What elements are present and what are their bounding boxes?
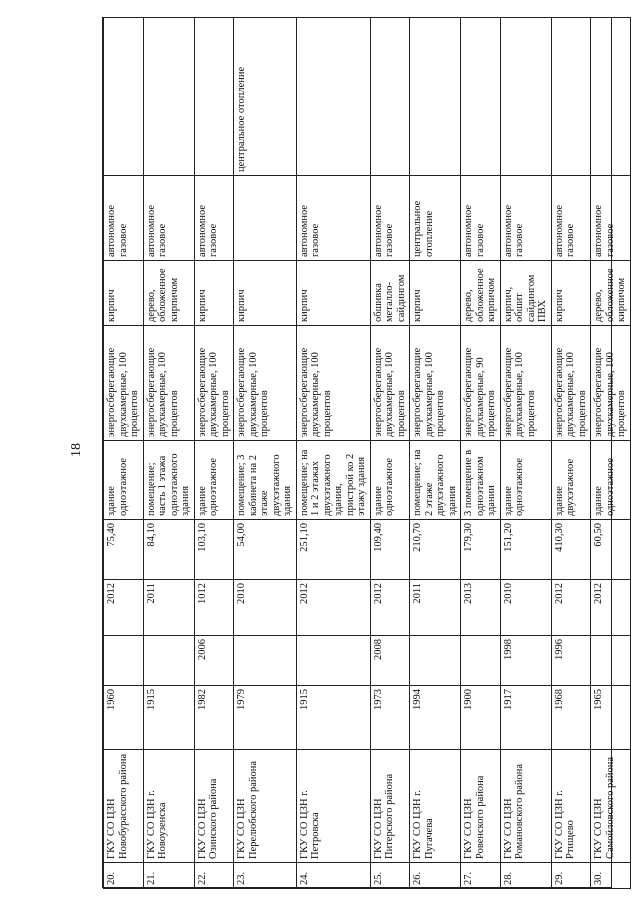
year-repaired: 2011 bbox=[410, 580, 461, 636]
heating-type: автономное газовое bbox=[104, 176, 144, 261]
walls-material: кирпич bbox=[410, 261, 461, 326]
row-number: 20. bbox=[104, 863, 144, 889]
windows-description: энергосберегающие двухкамерные, 100 процентов bbox=[296, 326, 370, 441]
heating-type: автономное газовое bbox=[194, 176, 234, 261]
year-repaired: 1012 bbox=[194, 580, 234, 636]
heating-type: автономное газовое bbox=[500, 176, 551, 261]
year-built: 1900 bbox=[461, 686, 501, 750]
heating-type: автономное газовое bbox=[551, 176, 591, 261]
year-reconstructed: 1996 bbox=[551, 636, 591, 686]
premises-description: 3 помещение в одноэтажном здании bbox=[461, 441, 501, 520]
page-number: 18 bbox=[69, 443, 84, 457]
year-repaired: 2011 bbox=[143, 580, 194, 636]
premises-description: помещение; часть 1 этажа одноэтажного здания bbox=[143, 441, 194, 520]
organization-name: ГКУ СО ЦЗН г. Новоузенска bbox=[143, 750, 194, 863]
year-built: 1973 bbox=[370, 686, 410, 750]
row-number: 24. bbox=[296, 863, 370, 889]
table-row bbox=[591, 18, 631, 889]
table-row bbox=[410, 18, 461, 889]
organization-name: ГКУ СО ЦЗН Перелюбского района bbox=[234, 750, 297, 863]
row-number: 25. bbox=[370, 863, 410, 889]
premises-description: здание одноэтажное bbox=[194, 441, 234, 520]
windows-description: энергосберегающие двухкамерные, 90 процентов bbox=[461, 326, 501, 441]
heating-type: центральное отопление bbox=[410, 176, 461, 261]
year-built: 1968 bbox=[551, 686, 591, 750]
windows-description: энергосберегающие двухкамерные, 100 процентов bbox=[234, 326, 297, 441]
year-reconstructed bbox=[143, 636, 194, 686]
year-built: 1979 bbox=[234, 686, 297, 750]
row-number: 30. bbox=[591, 863, 631, 889]
premises-description: здание двухэтажное bbox=[551, 441, 591, 520]
year-repaired: 2010 bbox=[234, 580, 297, 636]
table-row bbox=[234, 18, 297, 889]
organization-name: ГКУ СО ЦЗН Самойловского района bbox=[591, 750, 631, 863]
windows-description: энергосберегающие двухкамерные, 100 процентов bbox=[370, 326, 410, 441]
organization-name: ГКУ СО ЦЗН г. Петровска bbox=[296, 750, 370, 863]
table-row bbox=[551, 18, 591, 889]
table-row bbox=[500, 18, 551, 889]
year-repaired: 2010 bbox=[500, 580, 551, 636]
area-value: 103,10 bbox=[194, 520, 234, 580]
area-value: 75,40 bbox=[104, 520, 144, 580]
organization-name: ГКУ СО ЦЗН Романовского района bbox=[500, 750, 551, 863]
year-reconstructed bbox=[104, 636, 144, 686]
heating-type: автономное газовое bbox=[461, 176, 501, 261]
document-table-frame bbox=[102, 17, 627, 888]
year-repaired: 2012 bbox=[104, 580, 144, 636]
year-repaired: 2013 bbox=[461, 580, 501, 636]
area-value: 251,10 bbox=[296, 520, 370, 580]
year-reconstructed: 2006 bbox=[194, 636, 234, 686]
area-value: 210,70 bbox=[410, 520, 461, 580]
premises-description: здание одноэтажное bbox=[500, 441, 551, 520]
heating-type: автономное газовое bbox=[370, 176, 410, 261]
heating-type-alt: центральное отопление bbox=[234, 18, 297, 176]
area-value: 151,20 bbox=[500, 520, 551, 580]
windows-description: энергосберегающие двухкамерные, 100 процентов bbox=[143, 326, 194, 441]
year-reconstructed bbox=[234, 636, 297, 686]
table-row bbox=[461, 18, 501, 889]
year-built: 1965 bbox=[591, 686, 631, 750]
heating-type-alt bbox=[591, 18, 631, 176]
walls-material: кирпич bbox=[234, 261, 297, 326]
heating-type-alt bbox=[370, 18, 410, 176]
year-reconstructed bbox=[410, 636, 461, 686]
heating-type-alt bbox=[410, 18, 461, 176]
year-repaired: 2012 bbox=[591, 580, 631, 636]
windows-description: энергосберегающие двухкамерные, 100 процентов bbox=[500, 326, 551, 441]
heating-type-alt bbox=[461, 18, 501, 176]
year-reconstructed bbox=[296, 636, 370, 686]
heating-type: автономное газовое bbox=[143, 176, 194, 261]
premises-description: здание одноэтажное bbox=[104, 441, 144, 520]
organization-name: ГКУ СО ЦЗН Новобурасского района bbox=[104, 750, 144, 863]
row-number: 26. bbox=[410, 863, 461, 889]
year-repaired: 2012 bbox=[370, 580, 410, 636]
heating-type bbox=[234, 176, 297, 261]
area-value: 410,30 bbox=[551, 520, 591, 580]
heating-type-alt bbox=[500, 18, 551, 176]
year-built: 1917 bbox=[500, 686, 551, 750]
area-value: 109,40 bbox=[370, 520, 410, 580]
walls-material: кирпич bbox=[104, 261, 144, 326]
windows-description: энергосберегающие двухкамерные, 100 процентов bbox=[104, 326, 144, 441]
year-built: 1915 bbox=[143, 686, 194, 750]
organization-name: ГКУ СО ЦЗН г. Пугачева bbox=[410, 750, 461, 863]
year-built: 1982 bbox=[194, 686, 234, 750]
heating-type-alt bbox=[551, 18, 591, 176]
year-reconstructed bbox=[591, 636, 631, 686]
buildings-table bbox=[103, 17, 631, 889]
premises-description: здание одноэтажное bbox=[370, 441, 410, 520]
row-number: 22. bbox=[194, 863, 234, 889]
heating-type: автономное газовое bbox=[296, 176, 370, 261]
walls-material: обшивка металло-сайдингом bbox=[370, 261, 410, 326]
premises-description: здание одноэтажное bbox=[591, 441, 631, 520]
walls-material: дерево, обложенное кирпичом bbox=[591, 261, 631, 326]
walls-material: кирпич bbox=[551, 261, 591, 326]
table-row bbox=[194, 18, 234, 889]
row-number: 29. bbox=[551, 863, 591, 889]
walls-material: дерево, обложенное кирпичом bbox=[461, 261, 501, 326]
row-number: 27. bbox=[461, 863, 501, 889]
table-row bbox=[104, 18, 144, 889]
area-value: 179,30 bbox=[461, 520, 501, 580]
organization-name: ГКУ СО ЦЗН Ровенского района bbox=[461, 750, 501, 863]
area-value: 54,00 bbox=[234, 520, 297, 580]
year-reconstructed: 2008 bbox=[370, 636, 410, 686]
table-row bbox=[370, 18, 410, 889]
organization-name: ГКУ СО ЦЗН Озинского района bbox=[194, 750, 234, 863]
row-number: 28. bbox=[500, 863, 551, 889]
row-number: 23. bbox=[234, 863, 297, 889]
table-row bbox=[143, 18, 194, 889]
heating-type-alt bbox=[296, 18, 370, 176]
windows-description: энергосберегающие двухкамерные, 100 процентов bbox=[410, 326, 461, 441]
row-number: 21. bbox=[143, 863, 194, 889]
premises-description: помещение; на 1 и 2 этажах двухэтажного здания, пристрой ко 2 этажу здания bbox=[296, 441, 370, 520]
year-reconstructed: 1998 bbox=[500, 636, 551, 686]
windows-description: энергосберегающие двухкамерные, 100 процентов bbox=[194, 326, 234, 441]
heating-type: автономное газовое bbox=[591, 176, 631, 261]
windows-description: энергосберегающие двухкамерные, 100 процентов bbox=[551, 326, 591, 441]
area-value: 60,50 bbox=[591, 520, 631, 580]
walls-material: кирпич, обшит сайдингом ПВХ bbox=[500, 261, 551, 326]
premises-description: помещение; 3 кабинета на 2 этаже двухэтажного здания bbox=[234, 441, 297, 520]
windows-description: энергосберегающие двухкамерные, 100 процентов bbox=[591, 326, 631, 441]
year-built: 1915 bbox=[296, 686, 370, 750]
year-built: 1960 bbox=[104, 686, 144, 750]
heating-type-alt bbox=[143, 18, 194, 176]
organization-name: ГКУ СО ЦЗН Питерского района bbox=[370, 750, 410, 863]
rotated-table-container bbox=[103, 18, 627, 889]
heating-type-alt bbox=[194, 18, 234, 176]
walls-material: кирпич bbox=[296, 261, 370, 326]
year-reconstructed bbox=[461, 636, 501, 686]
walls-material: дерево, обложенное кирпичом bbox=[143, 261, 194, 326]
table-row bbox=[296, 18, 370, 889]
organization-name: ГКУ СО ЦЗН г. Ртищево bbox=[551, 750, 591, 863]
year-built: 1994 bbox=[410, 686, 461, 750]
area-value: 84,10 bbox=[143, 520, 194, 580]
premises-description: помещение; на 2 этаже двухэтажного здания bbox=[410, 441, 461, 520]
walls-material: кирпич bbox=[194, 261, 234, 326]
heating-type-alt bbox=[104, 18, 144, 176]
year-repaired: 2012 bbox=[551, 580, 591, 636]
year-repaired: 2012 bbox=[296, 580, 370, 636]
